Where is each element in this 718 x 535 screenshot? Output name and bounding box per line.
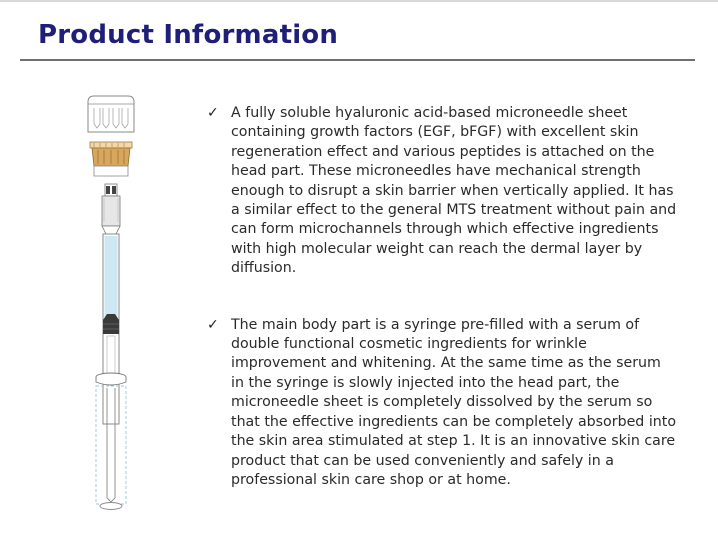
syringe-barrel	[103, 234, 119, 424]
syringe-flange	[96, 373, 126, 385]
top-divider	[0, 0, 718, 2]
check-icon: ✓	[207, 316, 219, 333]
bullet-text: A fully soluble hyaluronic acid-based microneedle sheet containing growth factors (EGF, bFGF) with excellent skin regeneration effect and various peptides is attached on the head part. These microneedles have mechanical strength enough to disrupt a skin barrier when vertically applied. It has a similar effect to the general MTS treatment without pain and can form microchannels through which effective ingredients with high molecular weight can reach the dermal layer by diffusion.	[231, 105, 677, 277]
syringe-connector	[102, 184, 120, 234]
product-description	[207, 104, 677, 490]
bullet-microneedle-sheet	[207, 104, 677, 279]
title-underline	[20, 59, 695, 61]
microneedle-head	[90, 142, 132, 176]
outer-cap	[88, 96, 134, 132]
microneedle-syringe-product-icon	[76, 88, 146, 518]
page-title: Product Information	[38, 20, 339, 50]
bullet-text: The main body part is a syringe pre-filled with a serum of double functional cosmetic ingredients for wrinkle improvement and whitening. At the same time as the serum in the syringe is slowly injected into the head part, the microneedle sheet is completely dissolved by the serum so that the effective ingredients can be completely absorbed into the skin area stimulated at step 1. It is an innovative skin care product that can be used conveniently and safely in a professional skin care shop or at home.	[231, 316, 676, 488]
check-icon: ✓	[207, 105, 219, 121]
bullet-syringe-body	[207, 316, 677, 491]
product-illustration	[76, 88, 146, 518]
